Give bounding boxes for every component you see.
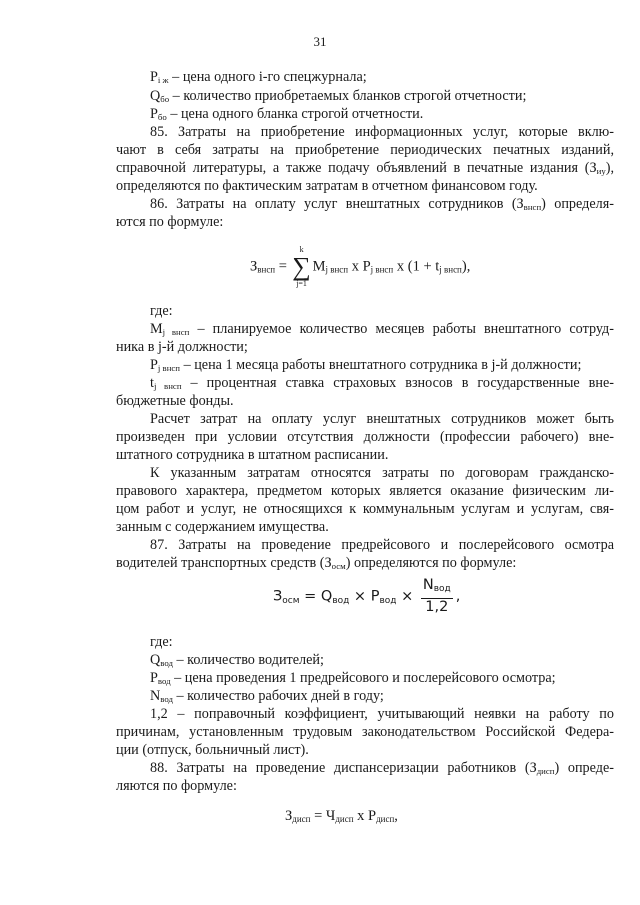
text-line: занным с содержанием имущества. <box>116 519 329 535</box>
text-line: $Q_{бо}$ – количество приобретаемых бланков строгой отчетности; <box>150 88 527 105</box>
text-line: ются по формуле: <box>116 214 224 230</box>
paragraph-88: 88. Затраты на проведение диспансеризации работников $(З_{дисп})$ опреде- <box>150 760 614 777</box>
text-line: где: <box>150 634 173 650</box>
text-line: ляются по формуле: <box>116 778 237 794</box>
text-line: определяются по фактическим затратам в отчетном финансовом году. <box>116 178 538 194</box>
formula-dispensary: $З_{дисп} = Ч_{дисп}$ x $P_{дисп}$, <box>285 808 398 825</box>
text-line: Расчет затрат на оплату услуг внештатных сотрудников может быть <box>150 411 614 427</box>
paragraph-86: 86. Затраты на оплату услуг внештатных сотрудников $(З_{внсп})$ определя- <box>150 196 614 213</box>
text-line: $Q_{вод}$ – количество водителей; <box>150 652 324 669</box>
sum-sign: k ∑ j=1 <box>292 245 311 288</box>
text-line: $t_{j внсп}$ – процентная ставка страховых взносов в государственные вне- <box>150 375 614 392</box>
text-line: ника в j-й должности; <box>116 339 248 355</box>
text-line: цом работ и услуг, не относящихся к коммунальным услугам и услугам, свя- <box>116 501 614 517</box>
page-number: 31 <box>313 34 327 49</box>
text-line: $P_{вод}$ – цена проведения 1 предрейсового и послерейсового осмотра; <box>150 670 556 687</box>
text-line: причинам, установленным трудовым законодательством Российской Федера- <box>116 724 614 740</box>
text-line: где: <box>150 303 173 319</box>
fraction: $\frac{N_{вод}}{1,2}$ <box>422 577 451 616</box>
text-line: 1,2 – поправочный коэффициент, учитывающий неявки на работу по <box>150 706 614 722</box>
text-line: штатного сотрудника в штатном расписании. <box>116 447 389 463</box>
text-line: справочной литературы, а также подачу объявлений в печатные издания $(З_{иу})$, <box>116 160 614 177</box>
paragraph-85: 85. Затраты на приобретение информационных услуг, которые вклю- <box>150 124 614 140</box>
formula-external-staff: $З_{внсп}$ = k ∑ j=1 $M_{j внсп}$ x $P_{j внсп}$ x $(1 + t_{j внсп})$, <box>250 245 471 288</box>
paragraph-87: 87. Затраты на проведение предрейсового и послерейсового осмотра <box>150 537 614 553</box>
text-line: произведен при условии отсутствия должности (профессии рабочего) вне- <box>116 429 614 445</box>
text-line: чают в себя затраты на приобретение периодических печатных изданий, <box>116 142 614 158</box>
text-line: К указанным затратам относятся затраты по договорам гражданско- <box>150 465 614 481</box>
text-line: $P_{бо}$ – цена одного бланка строгой отчетности. <box>150 106 424 123</box>
text-line: $P_{i ж}$ – цена одного i-го спецжурнала; <box>150 69 367 86</box>
text-line: $P_{j внсп}$ – цена 1 месяца работы внештатного сотрудника в j-й должности; <box>150 357 582 374</box>
text-line: правового характера, предметом которых является оказание физическим ли- <box>116 483 614 499</box>
formula-medical-check: $З_{осм} = Q_{вод} \times P_{вод}$ × $\frac{N_{вод}}{1,2}$ , <box>273 577 461 616</box>
text-line: $M_{j внсп}$ – планируемое количество месяцев работы внештатного сотруд- <box>150 321 614 338</box>
text-line: водителей транспортных средств $(З_{осм})$ определяются по формуле: <box>116 555 517 572</box>
text-line: ции (отпуск, больничный лист). <box>116 742 309 758</box>
text-line: $N_{вод}$ – количество рабочих дней в году; <box>150 688 384 705</box>
text-line: бюджетные фонды. <box>116 393 234 409</box>
